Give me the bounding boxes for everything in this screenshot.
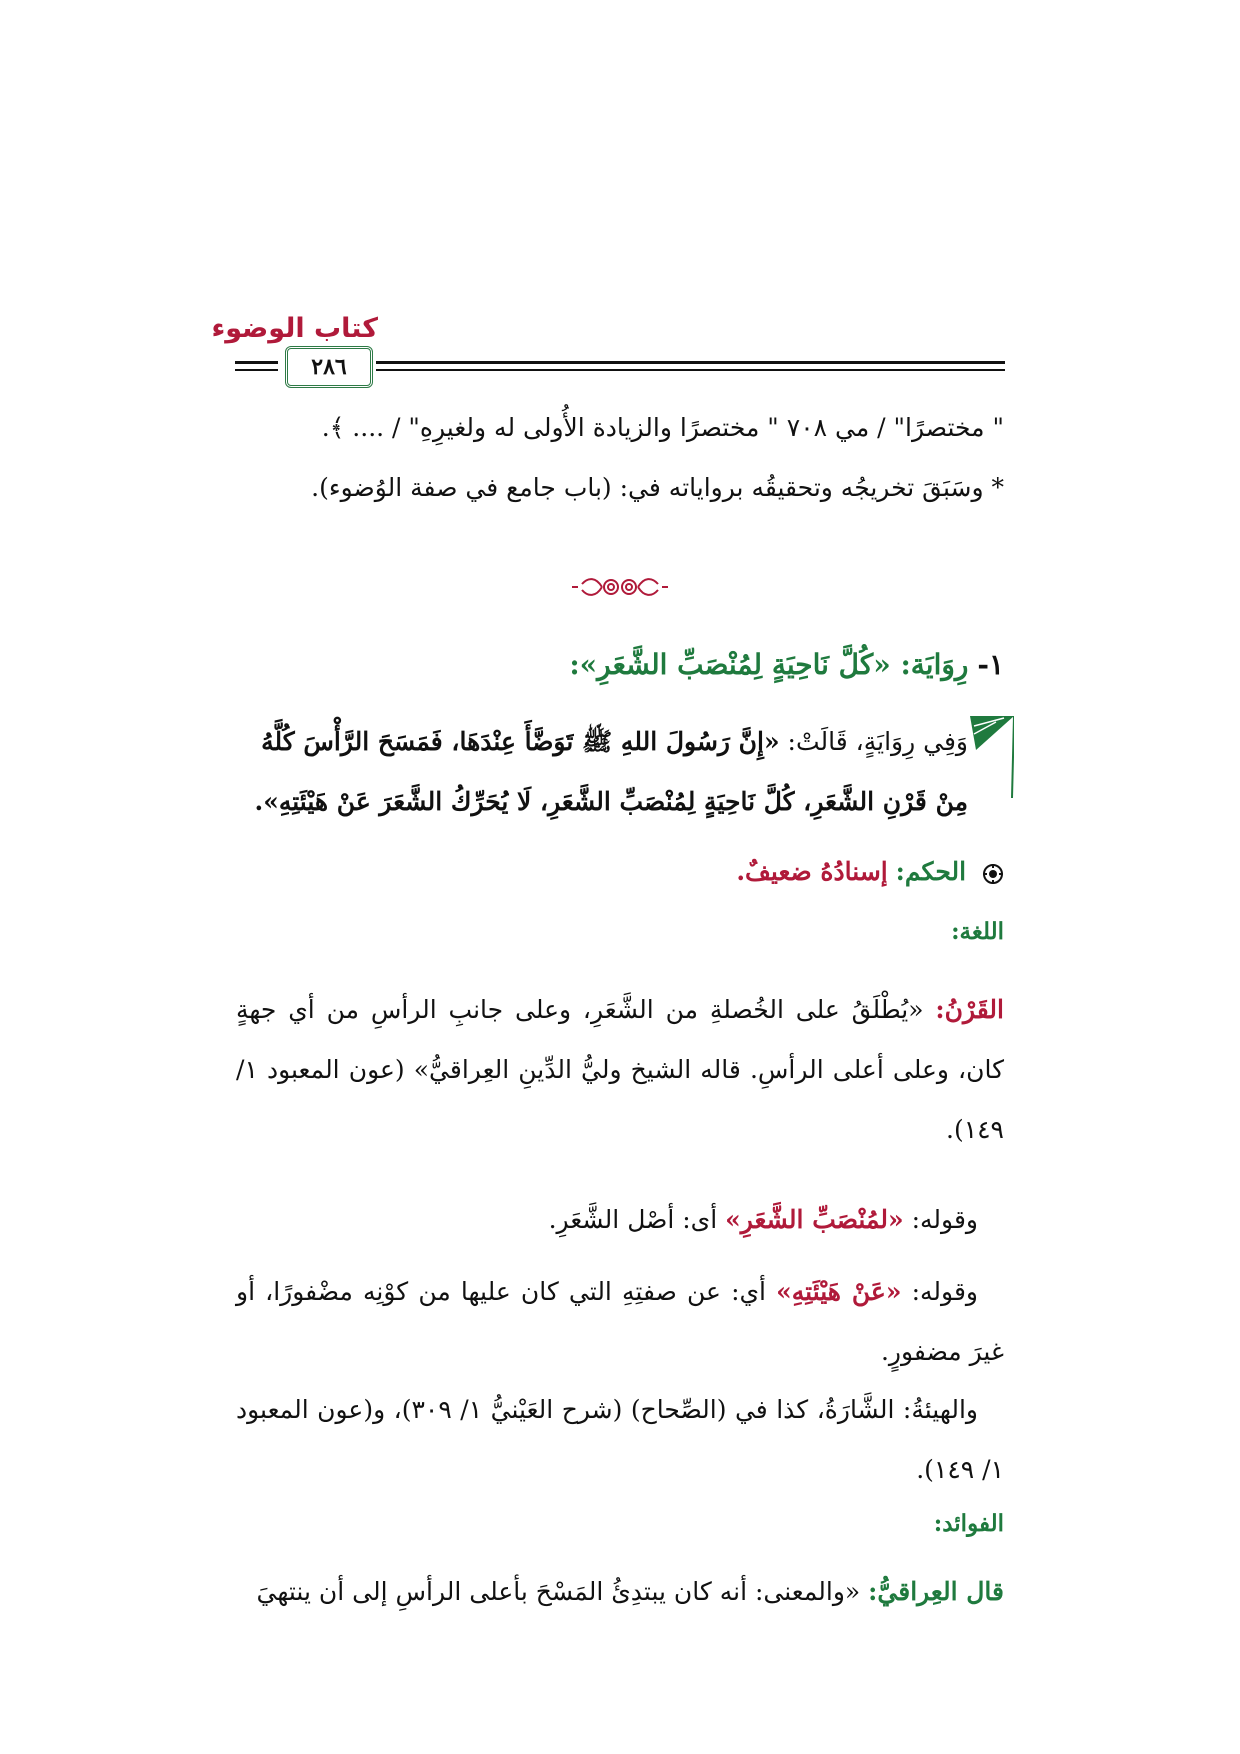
term-munsabb-definition: أى: أصْل الشَّعَرِ. (548, 1205, 726, 1234)
term-munsabb: «لمُنْصَبِّ الشَّعَرِ» (725, 1205, 904, 1234)
continuation-line-2: * وسَبَقَ تخريجُه وتحقيقُه برواياته في: (باب جامع في صفة الوُضوء). (311, 473, 1004, 502)
book-title: كتاب الوضوء (211, 313, 378, 344)
language-paragraph-3: وقوله: «عَنْ هَيْئَتِهِ» أي: عن صفتِهِ التي كان عليها من كوْنِه مضْفورًا، أو غيرَ مضفورٍ. (236, 1277, 1004, 1366)
term-qarn: القَرْنُ: (935, 995, 1004, 1024)
flower-badge-icon (982, 863, 1004, 885)
section-number: ١- (977, 648, 1004, 681)
hadith-text-1: «إِنَّ رَسُولَ اللهِ ﷺ تَوَضَّأَ عِنْدَهَا، فَمَسَحَ الرَّأْسَ كُلَّهُ (261, 727, 780, 756)
benefits-speaker: قال العِراقيُّ: (868, 1577, 1004, 1606)
term-hayatihi-definition: أي: عن صفتِهِ التي كان عليها من كوْنِه مضْفورًا، أو غيرَ مضفورٍ. (236, 1277, 1004, 1366)
continuation-line-1: " مختصرًا" / مي ٧٠٨ " مختصرًا والزيادة الأُولى له ولغيرِهِ" / .... ﴾. (321, 413, 1004, 442)
benefits-text: «والمعنى: أنه كان يبتدِئُ المَسْحَ بأعلى الرأسِ إلى أن ينتهيَ (256, 1577, 869, 1606)
page-number-badge (285, 346, 373, 388)
page-number: ٢٨٦ (311, 354, 347, 380)
hadith-line-1 (236, 722, 968, 762)
language-paragraph-2: وقوله: «لمُنْصَبِّ الشَّعَرِ» أى: أصْل الشَّعَرِ. (548, 1205, 978, 1234)
ruling-value: إسنادُهُ ضعيفٌ. (736, 857, 888, 886)
language-paragraph-4: والهيئةُ: الشَّارَةُ، كذا في (الصِّحاح) (شرح العَيْنيُّ ١/ ٣٠٩)، و(عون المعبود ١/ ١٤٩). (236, 1395, 1004, 1484)
floral-divider-icon (570, 572, 670, 602)
ruling-line (236, 852, 1004, 892)
term-qarn-definition: «يُطْلَقُ على الخُصلةِ من الشَّعَرِ، وعلى جانبِ الرأسِ من أي جهةٍ كان، وعلى أعلى الرأسِ. قاله الشيخ وليُّ الدِّينِ العِراقيُّ» (عون المعبود ١/ ١٤٩). (236, 995, 1004, 1144)
benefits-paragraph-1 (236, 1572, 1004, 1612)
ruling-label: الحكم: (895, 857, 967, 886)
term-hayatihi: «عَنْ هَيْئَتِهِ» (776, 1277, 902, 1306)
hadith-line-2: مِنْ قَرْنِ الشَّعَرِ، كُلَّ نَاحِيَةٍ لِمُنْصَبِّ الشَّعَرِ، لَا يُحَرِّكُ الشَّعَرَ عَنْ هَيْئَتِهِ». (254, 787, 968, 816)
language-paragraph-1 (236, 980, 1004, 1160)
quote-corner-icon (970, 716, 1014, 798)
section-heading (236, 645, 1004, 685)
benefits-heading: الفوائد: (933, 1510, 1004, 1537)
section-title: رِوَايَة: «كُلَّ نَاحِيَةٍ لِمُنْصَبِّ الشَّعَرِ»: (569, 648, 969, 681)
hadith-intro: وَفِي رِوَايَةٍ، قَالَتْ: (779, 727, 968, 756)
language-heading: اللغة: (951, 918, 1004, 945)
